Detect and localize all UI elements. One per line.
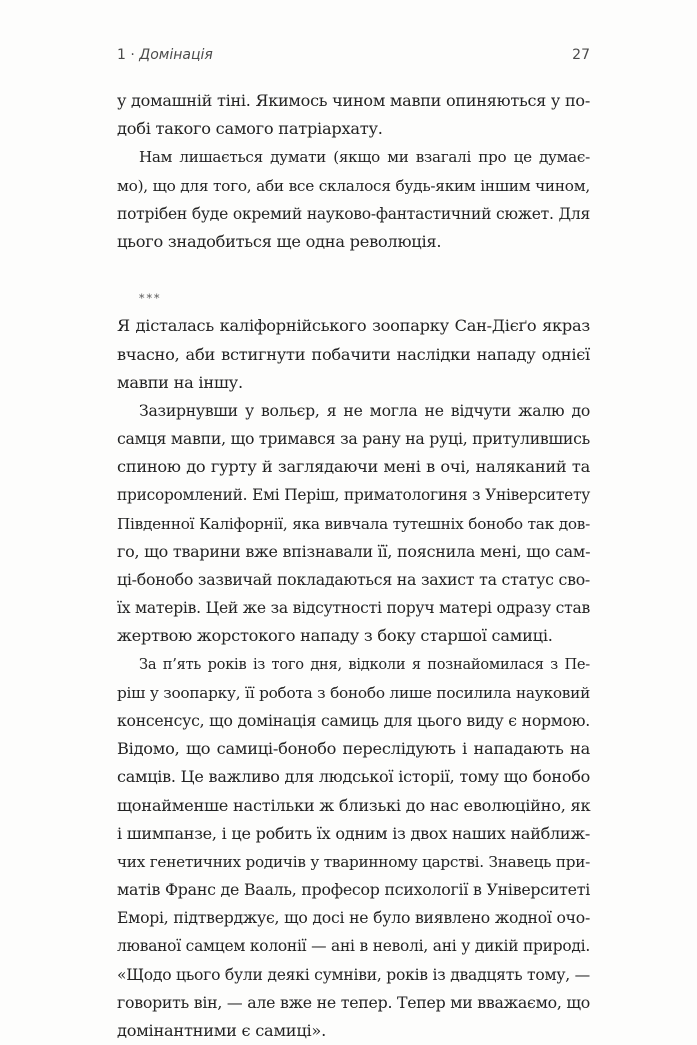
text-line: потрібен буде окремий науково-фантастичний сюжет. Для xyxy=(117,204,590,223)
text-line: спиною до гурту й заглядаючи мені в очі, наляканий та xyxy=(117,457,590,477)
page-body xyxy=(117,87,590,1045)
text-line: ці-бонобо зазвичай покладаються на захист та статус сво- xyxy=(117,570,590,589)
paragraph xyxy=(117,87,590,143)
text-line: і шимпанзе, і це робить їх одним із двох наших найближ- xyxy=(117,823,590,843)
text-line: За п’ять років із того дня, відколи я познайомилася з Пе- xyxy=(139,655,590,673)
chapter-number: 1 xyxy=(117,47,126,63)
page-number: 27 xyxy=(572,47,590,63)
text-line: Відомо, що самиці-бонобо переслідують і нападають на xyxy=(117,739,590,759)
section-break: *** xyxy=(139,292,162,306)
chapter-heading xyxy=(117,47,213,63)
text-line: чих генетичних родичів у тваринному царстві. Знавець при- xyxy=(117,852,590,871)
text-line: говорить він, — але вже не тепер. Тепер ми вважаємо, що xyxy=(117,992,590,1012)
text-line: самців. Це важливо для людської історії, тому що бонобо xyxy=(117,767,590,787)
text-line: вчасно, аби встигнути побачити наслідки нападу однієї xyxy=(117,344,590,364)
text-line: жертвою жорстокого нападу з боку старшої самиці. xyxy=(117,626,553,646)
paragraph xyxy=(117,312,590,397)
text-line: консенсус, що домінація самиць для цього виду є нормою. xyxy=(117,710,590,730)
text-line: домінантними є самиці». xyxy=(117,1021,326,1040)
text-line: люваної самцем колонії — ані в неволі, ані у дикій природі. xyxy=(117,937,590,956)
text-line: «Щодо цього були деякі сумніви, років із двадцять тому, — xyxy=(117,965,590,984)
text-line: матів Франс де Вааль, професор психології в Університеті xyxy=(117,880,590,900)
running-header xyxy=(117,47,590,63)
text-block-2 xyxy=(117,312,590,1045)
text-line: го, що тварини вже впізнавали її, пояснила мені, що сам- xyxy=(117,541,591,561)
spacer xyxy=(117,256,590,284)
text-line: добі такого самого патріархату. xyxy=(117,119,383,139)
text-block-1 xyxy=(117,87,590,256)
text-line: у домашній тіні. Якимось чином мавпи опиняються у по- xyxy=(117,91,590,110)
text-line: Я дісталась каліфорнійського зоопарку Сан-Дієґо якраз xyxy=(117,316,590,336)
header-separator: · xyxy=(130,47,135,63)
paragraph xyxy=(117,397,590,651)
text-line: присоромлений. Емі Періш, приматологиня з Університету xyxy=(117,486,590,505)
text-line: щонайменше настільки ж близькі до нас еволюційно, як xyxy=(117,795,591,815)
text-line: Південної Каліфорнії, яка вивчала тутешніх бонобо так дов- xyxy=(117,514,590,533)
chapter-title: Домінація xyxy=(139,47,213,63)
paragraph xyxy=(117,651,590,1045)
text-line: Зазирнувши у вольєр, я не могла не відчути жалю до xyxy=(139,400,590,420)
text-line: мавпи на іншу. xyxy=(117,372,243,392)
text-line: Нам лишається думати (якщо ми взагалі про це думає- xyxy=(139,148,590,167)
paragraph xyxy=(117,143,590,256)
text-line: самця мавпи, що тримався за рану на руці, притулившись xyxy=(117,429,590,449)
text-line: цього знадобиться ще одна революція. xyxy=(117,231,442,251)
text-line: ріш у зоопарку, її робота з бонобо лише посилила науковий xyxy=(117,683,590,702)
text-line: мо), що для того, аби все склалося будь-яким іншим чином, xyxy=(117,176,590,195)
text-line: Еморі, підтверджує, що досі не було виявлено жодної очо- xyxy=(117,908,590,928)
text-line: їх матерів. Цей же за відсутності поруч матері одразу став xyxy=(117,599,590,618)
